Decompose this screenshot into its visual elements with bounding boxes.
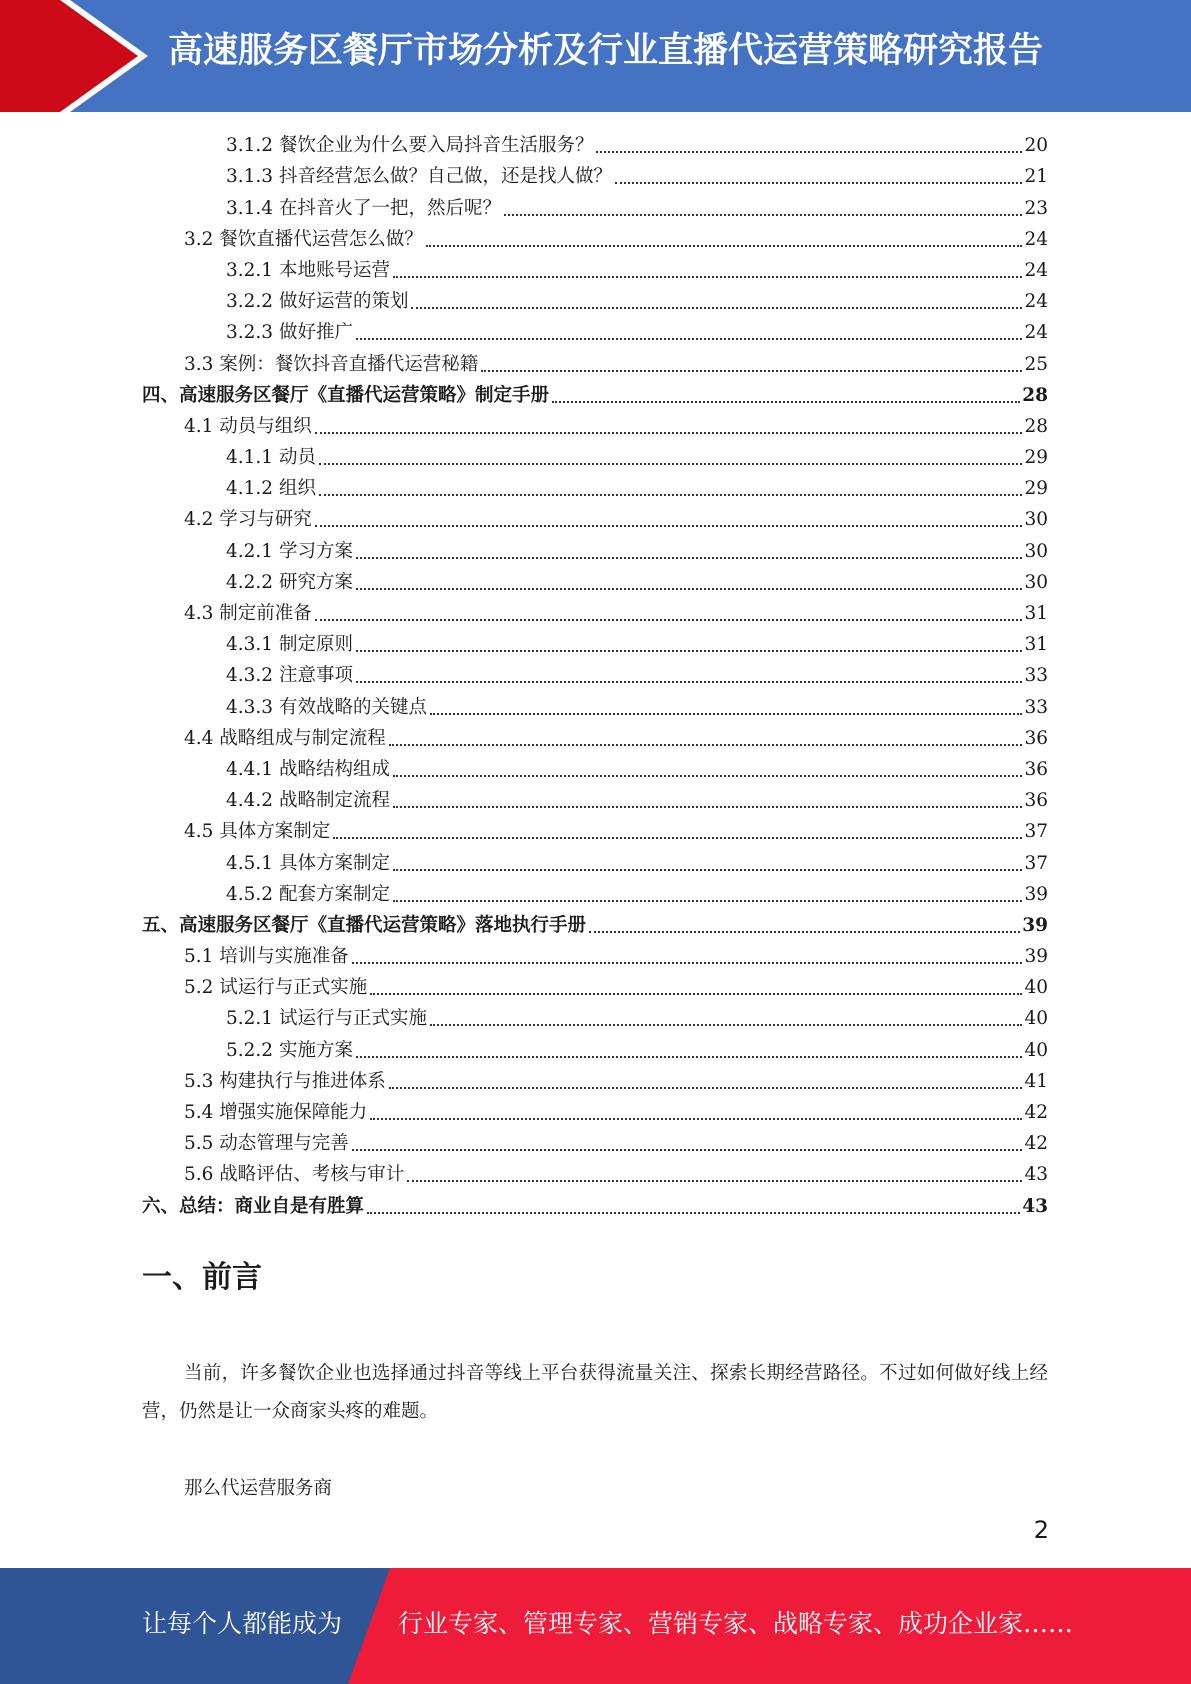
toc-entry[interactable] — [142, 1188, 1048, 1219]
toc-entry[interactable] — [142, 939, 1048, 970]
toc-entry-label: 3.2 餐饮直播代运营怎么做？ — [184, 228, 423, 250]
toc-entry-label: 5.2.1 试运行与正式实施 — [226, 1008, 427, 1030]
toc-entry[interactable] — [142, 596, 1048, 627]
toc-dot-leader — [393, 775, 1022, 777]
toc-entry[interactable] — [142, 1064, 1048, 1095]
toc-entry[interactable] — [142, 128, 1048, 159]
toc-entry-page: 29 — [1024, 478, 1048, 500]
toc-entry-label: 4.2 学习与研究 — [184, 509, 312, 531]
toc-entry-page: 33 — [1024, 696, 1048, 718]
toc-dot-leader — [352, 962, 1023, 964]
toc-entry[interactable] — [142, 378, 1048, 409]
toc-entry-label: 4.1.2 组织 — [226, 478, 316, 500]
toc-dot-leader — [504, 214, 1022, 216]
toc-entry-label: 5.2 试运行与正式实施 — [184, 977, 368, 999]
toc-entry[interactable] — [142, 1032, 1048, 1063]
table-of-contents — [142, 128, 1048, 1220]
toc-entry-page: 36 — [1024, 790, 1048, 812]
toc-entry-label: 4.4.1 战略结构组成 — [226, 758, 390, 780]
toc-entry[interactable] — [142, 409, 1048, 440]
toc-entry[interactable] — [142, 253, 1048, 284]
toc-entry-page: 31 — [1024, 634, 1048, 656]
toc-entry-page: 20 — [1024, 135, 1048, 157]
toc-dot-leader — [481, 370, 1022, 372]
page-footer — [0, 1568, 1191, 1684]
toc-entry-label: 3.2.3 做好推广 — [226, 322, 353, 344]
toc-entry-page: 24 — [1024, 291, 1048, 313]
toc-entry[interactable] — [142, 346, 1048, 377]
toc-dot-leader — [389, 744, 1023, 746]
page-header — [0, 0, 1191, 112]
toc-entry-label: 5.3 构建执行与推进体系 — [184, 1070, 386, 1092]
toc-entry-page: 42 — [1024, 1133, 1048, 1155]
toc-entry-page: 24 — [1024, 228, 1048, 250]
toc-entry-page: 30 — [1024, 571, 1048, 593]
toc-entry-page: 39 — [1024, 883, 1048, 905]
toc-entry-page: 41 — [1024, 1070, 1048, 1092]
toc-entry[interactable] — [142, 814, 1048, 845]
header-red-arrow — [0, 0, 150, 112]
toc-dot-leader — [411, 307, 1022, 309]
toc-entry-page: 39 — [1022, 914, 1048, 936]
toc-entry-label: 4.1 动员与组织 — [184, 415, 312, 437]
footer-slogan-left: 让每个人都能成为 — [142, 1609, 343, 1638]
toc-entry-label: 3.1.3 抖音经营怎么做？自己做，还是找人做？ — [226, 166, 612, 188]
toc-dot-leader — [356, 1056, 1023, 1058]
toc-dot-leader — [352, 1149, 1023, 1151]
toc-entry-page: 37 — [1024, 821, 1048, 843]
toc-dot-leader — [426, 245, 1023, 247]
toc-entry[interactable] — [142, 1095, 1048, 1126]
toc-entry-page: 43 — [1022, 1195, 1048, 1217]
intro-paragraph: 当前，许多餐饮企业也选择通过抖音等线上平台获得流量关注、探索长期经营路径。不过如何做好线上经营，仍然是让一众商家头疼的难题。 — [142, 1363, 1048, 1422]
toc-dot-leader — [552, 401, 1020, 403]
toc-entry[interactable] — [142, 752, 1048, 783]
toc-dot-leader — [407, 1180, 1022, 1182]
toc-entry-page: 29 — [1024, 447, 1048, 469]
toc-entry-page: 36 — [1024, 758, 1048, 780]
toc-dot-leader — [356, 338, 1023, 340]
toc-entry[interactable] — [142, 1157, 1048, 1188]
toc-entry-page: 24 — [1024, 322, 1048, 344]
toc-entry[interactable] — [142, 190, 1048, 221]
toc-entry[interactable] — [142, 689, 1048, 720]
toc-entry[interactable] — [142, 533, 1048, 564]
toc-dot-leader — [315, 619, 1023, 621]
toc-dot-leader — [430, 1024, 1022, 1026]
toc-entry-page: 36 — [1024, 727, 1048, 749]
toc-entry-label: 5.1 培训与实施准备 — [184, 946, 349, 968]
toc-dot-leader — [615, 182, 1022, 184]
toc-entry-label: 4.3 制定前准备 — [184, 603, 312, 624]
toc-dot-leader — [319, 494, 1023, 496]
toc-entry-label: 4.5 具体方案制定 — [184, 821, 331, 843]
toc-entry[interactable] — [142, 159, 1048, 190]
toc-entry[interactable] — [142, 565, 1048, 596]
toc-entry-page: 23 — [1024, 197, 1048, 219]
toc-entry[interactable] — [142, 658, 1048, 689]
toc-entry-page: 31 — [1024, 603, 1048, 624]
toc-entry[interactable] — [142, 877, 1048, 908]
toc-entry-page: 30 — [1024, 509, 1048, 531]
toc-entry-label: 4.3.2 注意事项 — [226, 665, 353, 687]
toc-dot-leader — [370, 1118, 1022, 1120]
toc-entry-label: 4.5.1 具体方案制定 — [226, 852, 390, 874]
toc-dot-leader — [356, 681, 1023, 683]
toc-entry[interactable] — [142, 471, 1048, 502]
toc-entry-label: 5.2.2 实施方案 — [226, 1039, 353, 1061]
toc-entry-page: 42 — [1024, 1102, 1048, 1123]
toc-entry-label: 4.2.1 学习方案 — [226, 540, 353, 562]
toc-entry-page: 28 — [1022, 384, 1048, 406]
toc-entry-page: 37 — [1024, 852, 1048, 874]
toc-dot-leader — [430, 713, 1022, 715]
toc-entry-label: 5.4 增强实施保障能力 — [184, 1102, 368, 1123]
toc-entry-page: 24 — [1024, 259, 1048, 281]
toc-dot-leader — [596, 151, 1022, 153]
toc-dot-leader — [333, 837, 1022, 839]
toc-entry-page: 21 — [1024, 166, 1048, 188]
toc-entry[interactable] — [142, 502, 1048, 533]
toc-entry-label: 3.2.2 做好运营的策划 — [226, 291, 409, 313]
toc-entry-label: 5.6 战略评估、考核与审计 — [184, 1164, 405, 1186]
toc-dot-leader — [393, 869, 1022, 871]
toc-dot-leader — [356, 588, 1023, 590]
toc-dot-leader — [393, 900, 1022, 902]
toc-entry-label: 4.1.1 动员 — [226, 447, 316, 469]
toc-entry[interactable] — [142, 845, 1048, 876]
toc-entry-label: 五、高速服务区餐厅《直播代运营策略》落地执行手册 — [142, 914, 587, 936]
toc-entry-page: 39 — [1024, 946, 1048, 968]
toc-entry[interactable] — [142, 1126, 1048, 1157]
toc-entry[interactable] — [142, 721, 1048, 752]
toc-dot-leader — [589, 931, 1020, 933]
toc-dot-leader — [367, 1212, 1020, 1214]
toc-entry-page: 43 — [1024, 1164, 1048, 1186]
toc-dot-leader — [370, 993, 1022, 995]
toc-entry-label: 4.2.2 研究方案 — [226, 571, 353, 593]
toc-dot-leader — [393, 806, 1022, 808]
toc-entry-page: 33 — [1024, 665, 1048, 687]
toc-entry-label: 4.3.3 有效战略的关键点 — [226, 696, 427, 718]
toc-dot-leader — [315, 525, 1023, 527]
toc-dot-leader — [356, 557, 1023, 559]
toc-entry[interactable] — [142, 222, 1048, 253]
toc-entry-label: 3.1.4 在抖音火了一把，然后呢？ — [226, 197, 501, 219]
toc-dot-leader — [315, 432, 1023, 434]
toc-entry-label: 4.4.2 战略制定流程 — [226, 790, 390, 812]
toc-entry[interactable] — [142, 1001, 1048, 1032]
toc-entry-page: 28 — [1024, 415, 1048, 437]
toc-dot-leader — [389, 1087, 1023, 1089]
toc-entry-page: 40 — [1024, 1008, 1048, 1030]
toc-entry[interactable] — [142, 908, 1048, 939]
toc-dot-leader — [393, 276, 1022, 278]
toc-dot-leader — [356, 650, 1023, 652]
toc-entry[interactable] — [142, 440, 1048, 471]
toc-entry[interactable] — [142, 315, 1048, 346]
intro-paragraph-continued: 那么代运营服务商 — [184, 1478, 333, 1499]
toc-entry-page: 40 — [1024, 1039, 1048, 1061]
toc-entry-label: 四、高速服务区餐厅《直播代运营策略》制定手册 — [142, 384, 550, 406]
toc-entry-label: 3.2.1 本地账号运营 — [226, 259, 390, 281]
toc-entry-label: 4.3.1 制定原则 — [226, 634, 353, 656]
toc-entry[interactable] — [142, 284, 1048, 315]
toc-entry[interactable] — [142, 627, 1048, 658]
toc-entry-label: 3.3 案例：餐饮抖音直播代运营秘籍 — [184, 353, 479, 375]
section-heading: 一、前言 — [142, 1260, 262, 1295]
toc-entry[interactable] — [142, 783, 1048, 814]
toc-entry-label: 4.5.2 配套方案制定 — [226, 883, 390, 905]
toc-entry-page: 30 — [1024, 540, 1048, 562]
toc-entry-label: 5.5 动态管理与完善 — [184, 1133, 349, 1155]
toc-entry-label: 六、总结：商业自是有胜算 — [142, 1195, 365, 1217]
report-title: 高速服务区餐厅市场分析及行业直播代运营策略研究报告 — [167, 31, 1043, 71]
toc-entry-label: 3.1.2 餐饮企业为什么要入局抖音生活服务？ — [226, 135, 594, 157]
toc-entry-page: 40 — [1024, 977, 1048, 999]
toc-entry-label: 4.4 战略组成与制定流程 — [184, 727, 386, 749]
toc-dot-leader — [319, 463, 1023, 465]
toc-entry[interactable] — [142, 970, 1048, 1001]
footer-slogan-right: 行业专家、管理专家、营销专家、战略专家、成功企业家…… — [398, 1609, 1074, 1638]
page-number: 2 — [1033, 1516, 1049, 1544]
toc-entry-page: 25 — [1024, 353, 1048, 375]
